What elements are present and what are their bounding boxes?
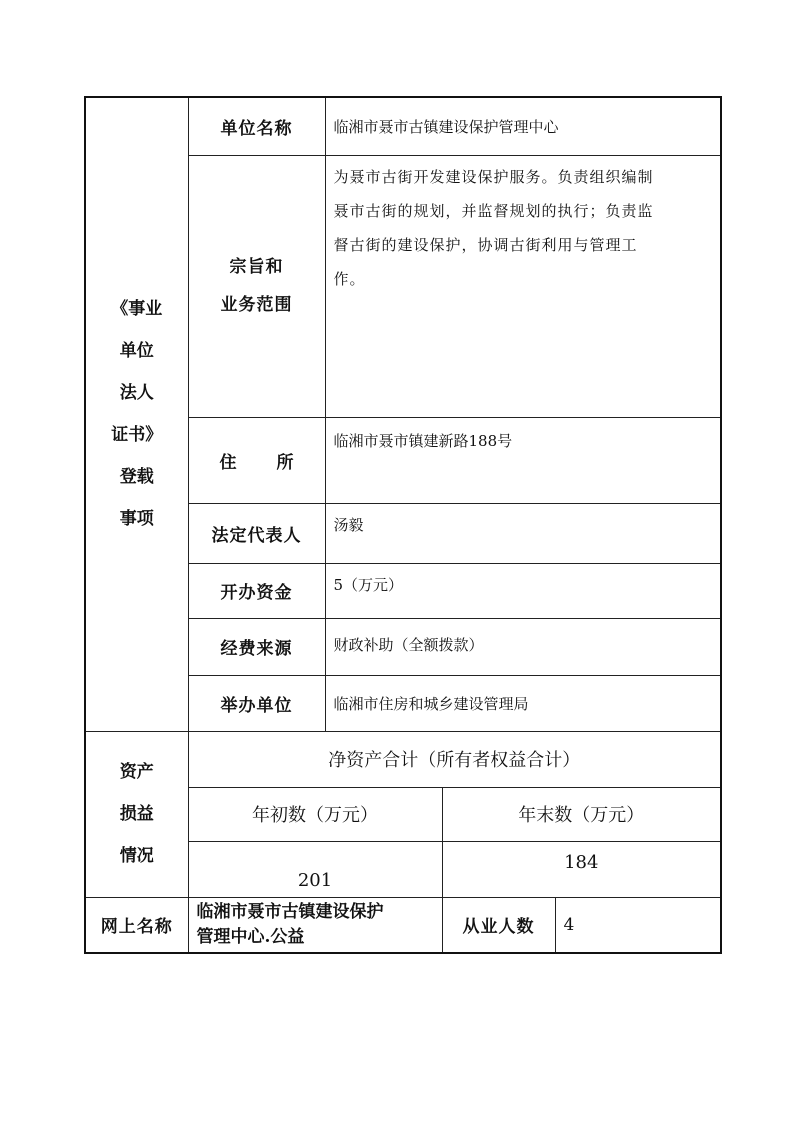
net-assets-header: 净资产合计（所有者权益合计） <box>188 731 721 787</box>
online-name-line: 管理中心.公益 <box>196 926 305 947</box>
unit-name-value: 临湘市聂市古镇建设保护管理中心 <box>325 97 721 155</box>
end-year-label: 年末数（万元） <box>442 787 721 841</box>
registration-title-line: 单位 <box>119 341 154 362</box>
sponsor-value: 临湘市住房和城乡建设管理局 <box>325 675 721 731</box>
address-value: 临湘市聂市镇建新路188号 <box>325 417 721 503</box>
purpose-value <box>325 155 721 417</box>
staff-count-label: 从业人数 <box>442 897 555 953</box>
registration-section-label <box>85 97 188 731</box>
begin-year-label: 年初数（万元） <box>188 787 442 841</box>
address-label <box>188 417 325 503</box>
registration-title-line: 《事业 <box>111 299 163 320</box>
assets-title-line: 资产 <box>119 762 154 782</box>
purpose-line: 作。 <box>333 269 366 288</box>
funding-value: 财政补助（全额拨款） <box>325 618 721 675</box>
purpose-label <box>188 155 325 417</box>
purpose-label-line: 宗旨和 <box>229 257 284 277</box>
legal-rep-value: 汤毅 <box>325 503 721 563</box>
assets-section-label <box>85 731 188 897</box>
address-label-left: 住 <box>219 452 237 473</box>
capital-label: 开办资金 <box>188 563 325 618</box>
assets-title-line: 情况 <box>119 846 154 866</box>
registration-title-line: 法人 <box>119 383 154 404</box>
registration-title-line: 登载 <box>119 467 154 488</box>
purpose-line: 为聂市古街开发建设保护服务。负责组织编制 <box>333 167 654 186</box>
capital-value: 5（万元） <box>325 563 721 618</box>
funding-label: 经费来源 <box>188 618 325 675</box>
online-name-label: 网上名称 <box>85 897 188 953</box>
sponsor-label: 举办单位 <box>188 675 325 731</box>
registration-title-line: 事项 <box>119 509 154 530</box>
online-name-value <box>188 897 442 953</box>
purpose-line: 督古街的建设保护，协调古街利用与管理工 <box>333 235 638 254</box>
unit-name-label: 单位名称 <box>188 97 325 155</box>
registration-title-line: 证书》 <box>111 425 163 446</box>
purpose-line: 聂市古街的规划，并监督规划的执行；负责监 <box>333 201 654 220</box>
end-year-value: 184 <box>442 841 721 897</box>
online-name-line: 临湘市聂市古镇建设保护 <box>196 901 384 922</box>
registration-table <box>84 96 722 954</box>
begin-year-value: 201 <box>188 841 442 897</box>
staff-count-value: 4 <box>555 897 721 953</box>
legal-rep-label: 法定代表人 <box>188 503 325 563</box>
assets-title-line: 损益 <box>119 804 154 824</box>
purpose-label-line: 业务范围 <box>220 295 293 315</box>
address-label-right: 所 <box>276 452 294 473</box>
